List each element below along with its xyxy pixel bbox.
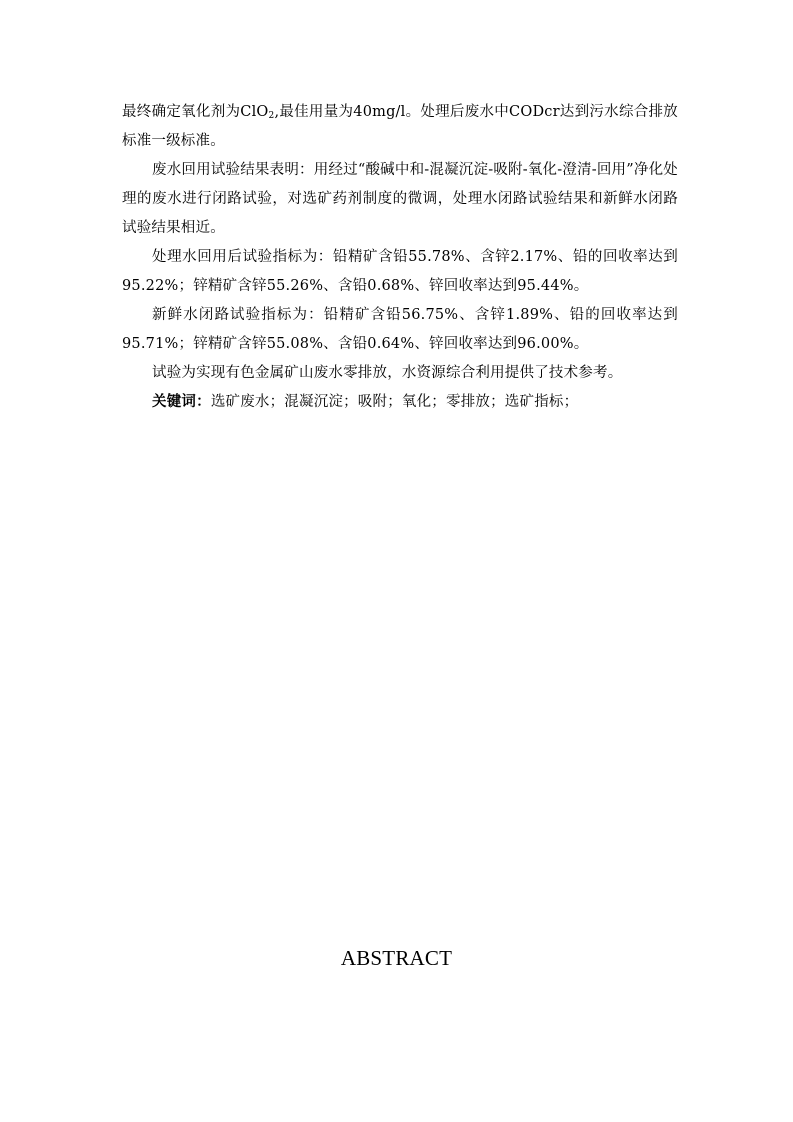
keywords-label: 关键词： <box>152 394 211 410</box>
paragraph-oxidant-text-end: ,最佳用量为40mg/l。处理后废水中CODcr达到污水综合排放标准一级标准。 <box>122 104 679 149</box>
keywords-line <box>122 388 678 417</box>
paragraph-oxidant-result <box>122 98 678 156</box>
paragraph-reuse-result: 废水回用试验结果表明：用经过“酸碱中和-混凝沉淀-吸附-氧化-澄清-回用”净化处理的废水进行闭路试验，对选矿药剂制度的微调，处理水闭路试验结果和新鲜水闭路试验结果相近。 <box>122 162 678 236</box>
keywords-text: 选矿废水；混凝沉淀；吸附；氧化；零排放；选矿指标； <box>210 394 579 410</box>
paragraph-fresh-water-indices: 新鲜水闭路试验指标为：铅精矿含铅56.75%、含锌1.89%、铅的回收率达到95.71%；锌精矿含锌55.08%、含铅0.64%、锌回收率达到96.00%。 <box>122 307 678 352</box>
chemical-subscript: 2 <box>268 111 275 121</box>
paragraph-oxidant-text-start: 最终确定氧化剂为ClO <box>122 104 269 120</box>
paragraph-conclusion: 试验为实现有色金属矿山废水零排放，水资源综合利用提供了技术参考。 <box>152 365 623 381</box>
chinese-abstract-body <box>122 98 678 417</box>
paragraph-treated-water-indices: 处理水回用后试验指标为：铅精矿含铅55.78%、含锌2.17%、铅的回收率达到95.22%；锌精矿含锌55.26%、含铅0.68%、锌回收率达到95.44%。 <box>122 249 678 294</box>
abstract-heading: ABSTRACT <box>340 946 453 970</box>
